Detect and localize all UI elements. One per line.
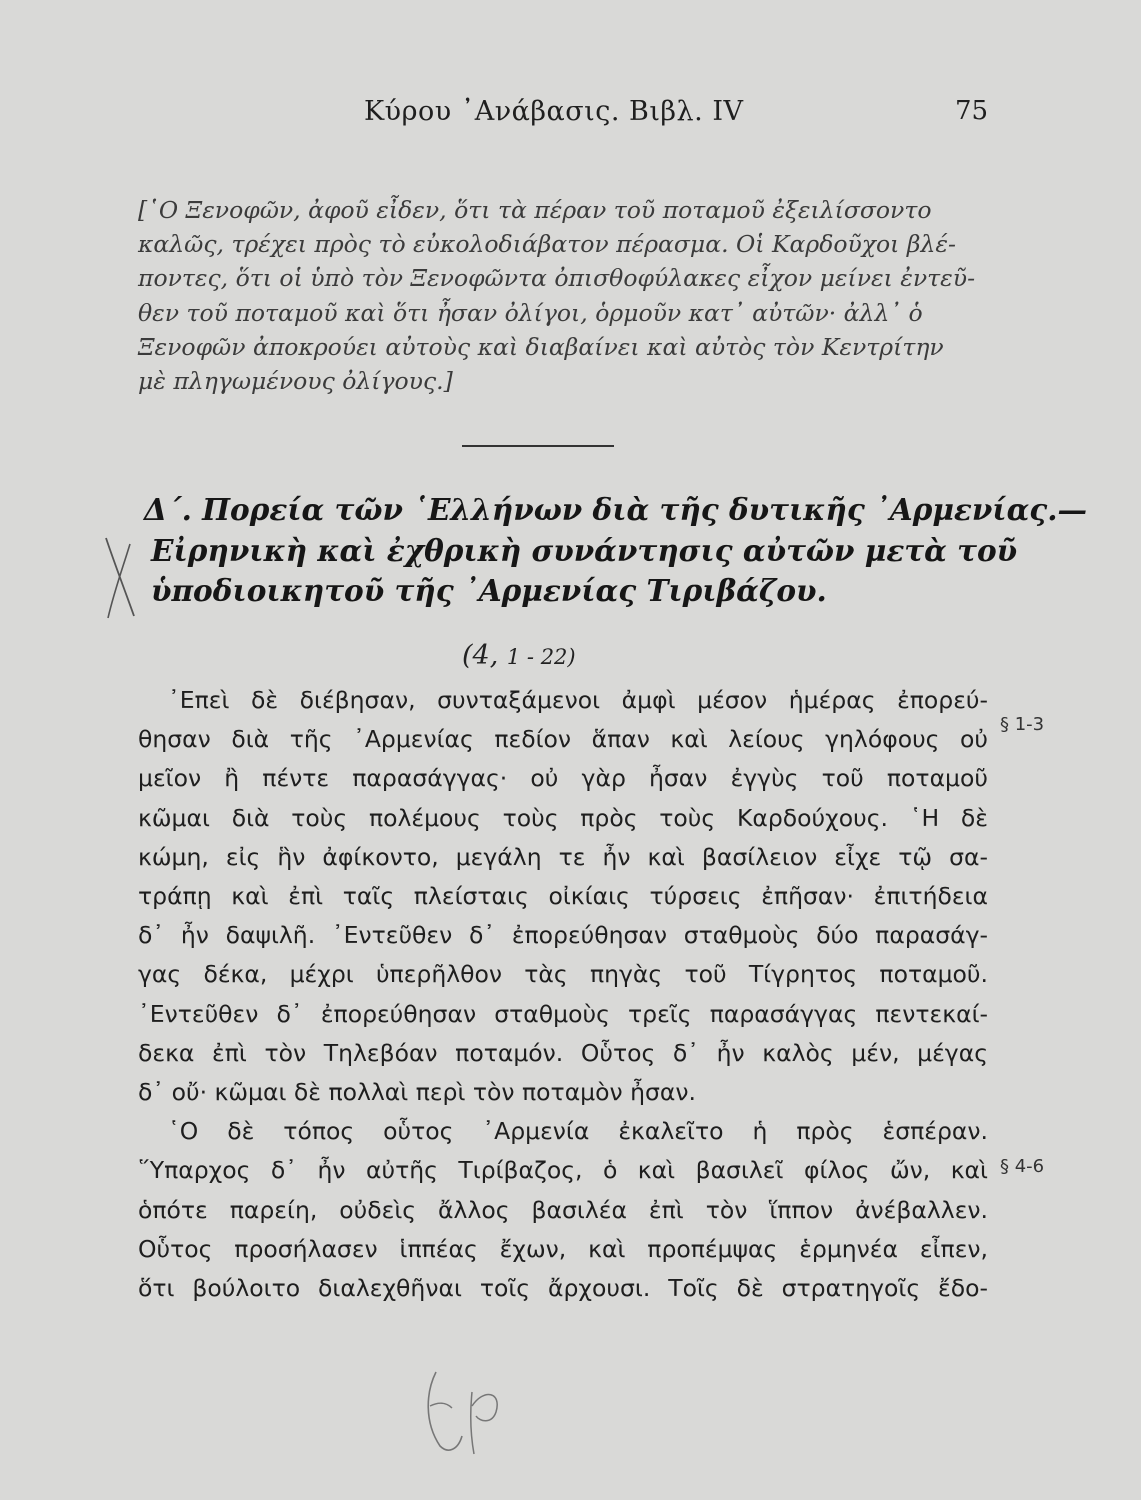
text-line: κῶμαι διὰ τοὺς πολέμους τοὺς πρὸς τοὺς Καρδούχους. ῾Η δὲ: [138, 803, 988, 832]
section-divider: [462, 445, 614, 447]
summary-paragraph: [138, 193, 988, 398]
summary-line: θεν τοῦ ποταμοῦ καὶ ὅτι ἦσαν ὀλίγοι, ὁρμοῦν κατ᾿ αὐτῶν· ἀλλ᾿ ὁ: [138, 298, 923, 327]
chapter-range: [462, 640, 576, 671]
margin-section-ref: § 1-3: [1000, 714, 1045, 735]
range-sub: 1 - 22): [506, 645, 576, 669]
text-line: Οὗτος προσήλασεν ἱππέας ἔχων, καὶ προπέμψας ἑρμηνέα εἶπεν,: [138, 1234, 988, 1263]
text-line: δ᾿ οὔ· κῶμαι δὲ πολλαὶ περὶ τὸν ποταμὸν ἦσαν.: [138, 1078, 696, 1107]
text-line: τράπῃ καὶ ἐπὶ ταῖς πλείσταις οἰκίαις τύρσεις ἐπῆσαν· ἐπιτήδεια: [138, 882, 988, 911]
heading-line: Δ΄. Πορεία τῶν ῾Ελλήνων διὰ τῆς δυτικῆς ᾿Αρμενίας.—: [144, 492, 1088, 527]
pencil-x-mark: [100, 532, 140, 624]
summary-line: ποντες, ὅτι οἱ ὑπὸ τὸν Ξενοφῶντα ὀπισθοφύλακες εἶχον μείνει ἐντεῦ-: [138, 264, 976, 293]
page-header: [0, 96, 1141, 136]
heading-line: ὑποδιοικητοῦ τῆς ᾿Αρμενίας Τιριβάζου.: [151, 573, 827, 608]
text-line: κώμη, εἰς ἣν ἀφίκοντο, μεγάλη τε ἦν καὶ βασίλειον εἶχε τῷ σα-: [138, 842, 988, 871]
section-heading: [144, 490, 1088, 612]
pencil-scribble: [418, 1362, 508, 1458]
text-line: ῾Ο δὲ τόπος οὗτος ᾿Αρμενία ἐκαλεῖτο ἡ πρὸς ἑσπέραν.: [168, 1117, 988, 1146]
running-title: Κύρου ᾿Ανάβασις. Βιβλ. IV: [364, 96, 744, 127]
summary-line: [῾Ο Ξενοφῶν, ἀφοῦ εἶδεν, ὅτι τὰ πέραν τοῦ ποταμοῦ ἐξειλίσσοντο: [138, 196, 932, 224]
page-number: 75: [955, 96, 989, 126]
text-line: θησαν διὰ τῆς ᾿Αρμενίας πεδίον ἅπαν καὶ λείους γηλόφους οὐ: [138, 725, 988, 754]
text-line: γας δέκα, μέχρι ὑπερῆλθον τὰς πηγὰς τοῦ Τίγρητος ποταμοῦ.: [138, 960, 988, 989]
summary-line: Ξενοφῶν ἀποκρούει αὐτοὺς καὶ διαβαίνει καὶ αὐτὸς τὸν Κεντρίτην: [138, 332, 944, 361]
text-line: δ᾿ ἦν δαψιλῆ. ᾿Εντεῦθεν δ᾿ ἐπορεύθησαν σταθμοὺς δύο παρασάγ-: [138, 921, 988, 950]
range-main: (4,: [462, 640, 499, 671]
summary-line: καλῶς, τρέχει πρὸς τὸ εὐκολοδιάβατον πέρασμα. Οἱ Καρδοῦχοι βλέ-: [138, 230, 956, 259]
text-line: ὅτι βούλοιτο διαλεχθῆναι τοῖς ἄρχουσι. Τοῖς δὲ στρατηγοῖς ἔδο-: [138, 1274, 988, 1303]
text-line: μεῖον ἢ πέντε παρασάγγας· οὐ γὰρ ἦσαν ἐγγὺς τοῦ ποταμοῦ: [138, 764, 988, 793]
text-line: ᾿Επεὶ δὲ διέβησαν, συνταξάμενοι ἀμφὶ μέσον ἡμέρας ἐπορεύ-: [168, 686, 988, 714]
text-line: ὁπότε παρείη, οὐδεὶς ἄλλος βασιλέα ἐπὶ τὸν ἵππον ἀνέβαλλεν.: [138, 1195, 988, 1224]
summary-line: μὲ πληγωμένους ὀλίγους.]: [138, 367, 453, 396]
main-text: [138, 681, 988, 1308]
text-line: ῞Υπαρχος δ᾿ ἦν αὐτῆς Τιρίβαζος, ὁ καὶ βασιλεῖ φίλος ὤν, καὶ: [138, 1156, 988, 1185]
margin-section-ref: § 4-6: [1000, 1156, 1045, 1177]
text-line: ᾿Εντεῦθεν δ᾿ ἐπορεύθησαν σταθμοὺς τρεῖς παρασάγγας πεντεκαί-: [138, 999, 988, 1028]
heading-line: Εἰρηνικὴ καὶ ἐχθρικὴ συνάντησις αὐτῶν μετὰ τοῦ: [151, 532, 1018, 568]
text-line: δεκα ἐπὶ τὸν Τηλεβόαν ποταμόν. Οὗτος δ᾿ ἦν καλὸς μέν, μέγας: [138, 1038, 988, 1067]
